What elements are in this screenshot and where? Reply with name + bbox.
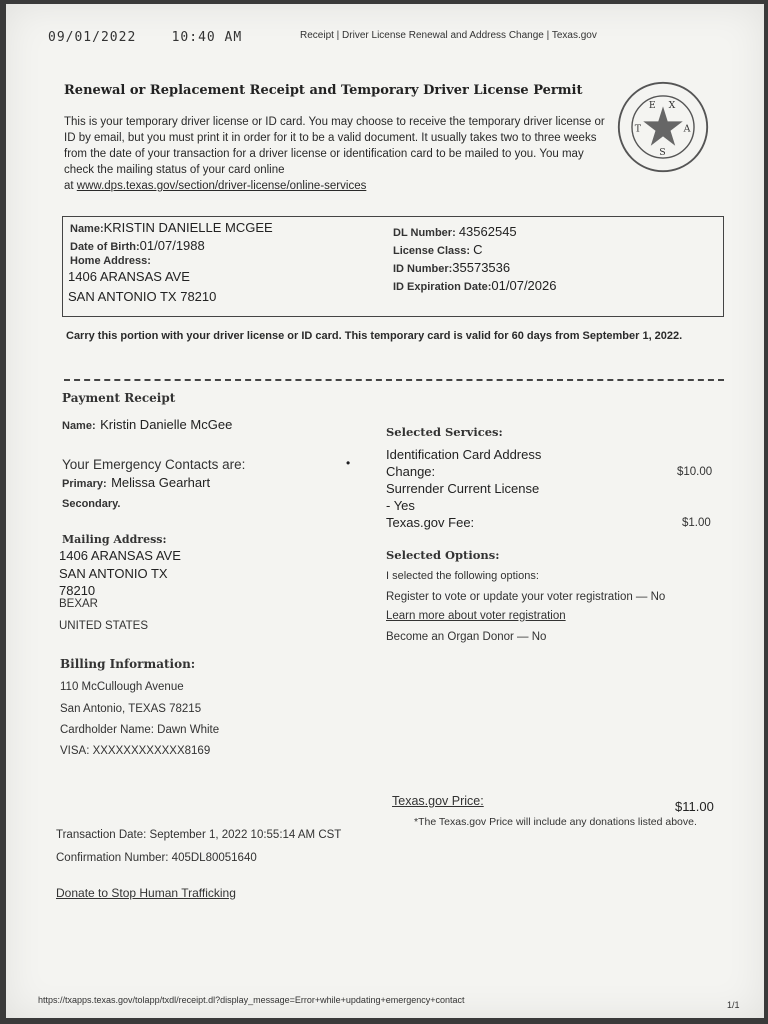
confirmation-number: Confirmation Number: 405DL80051640 [56,852,257,864]
bullet-dot: • [346,456,351,470]
intro-text: This is your temporary driver license or ID card. You may choose to receive the temporary driver license or ID by email, but you must print it in order for it to be a valid document. It usually takes two to three weeks from the date of your transaction for a driver license or identification card to be mailed to you. You may check the mailing status of your card online [64,116,605,176]
payment-name: Kristin Danielle McGee [100,417,233,432]
id-expiration-row: ID Expiration Date:01/07/2026 [393,278,557,293]
selected-services-heading: Selected Services: [386,425,503,439]
voter-option: Register to vote or update your voter registration — No [386,591,666,603]
id-expiration: 01/07/2026 [491,278,557,293]
price-label: Texas.gov Price: [392,794,484,808]
page-number: 1/1 [727,1000,740,1010]
billing-city: San Antonio, TEXAS 78215 [60,703,202,715]
temporary-permit-box [62,216,724,317]
print-datetime: 09/01/2022 10:40 AM [48,30,243,45]
emergency-contacts-label: Your Emergency Contacts are: [62,457,246,472]
dl-number-row: DL Number: 43562545 [393,224,517,239]
billing-street: 110 McCullough Avenue [60,681,184,693]
id-number-row: ID Number:35573536 [393,260,511,275]
service-3-label: Texas.gov Fee: [386,515,475,530]
print-page-title: Receipt | Driver License Renewal and Address Change | Texas.gov [300,30,597,41]
dl-number: 43562545 [458,224,517,239]
mailing-country: UNITED STATES [59,620,149,632]
footer-url: https://txapps.texas.gov/tolapp/txdl/receipt.dl?display_message=Error+while+updating+emergency+contact [38,995,465,1005]
mailing-line2: SAN ANTONIO TX [59,566,168,581]
mailing-address-heading: Mailing Address: [62,533,167,546]
permit-name: KRISTIN DANIELLE MCGEE [103,220,273,235]
receipt-page [6,4,764,1018]
mailing-line1: 1406 ARANSAS AVE [59,548,181,563]
organ-donor-option: Become an Organ Donor — No [386,631,547,643]
service-list [386,446,541,531]
home-address-line1: 1406 ARANSAS AVE [68,269,190,284]
license-class: C [473,242,483,257]
svg-text:A: A [683,123,691,135]
service-1-line1: Identification Card Address [386,447,542,462]
donate-link[interactable]: Donate to Stop Human Trafficking [56,886,236,900]
online-services-link[interactable]: www.dps.texas.gov/section/driver-license/online-services [76,180,367,192]
intro-paragraph [64,114,609,194]
transaction-date: Transaction Date: September 1, 2022 10:55:14 AM CST [56,829,342,841]
svg-text:E: E [648,100,656,112]
mailing-line3: 78210 [59,583,96,598]
price-note: *The Texas.gov Price will include any donations listed above. [414,816,697,828]
dps-seal-icon [616,80,710,174]
primary-contact: Melissa Gearhart [111,475,211,490]
secondary-contact-label: Secondary. [62,498,121,510]
id-number: 35573536 [452,260,511,275]
carry-notice: Carry this portion with your driver license or ID card. This temporary card is valid for 60 days from September 1, 2022. [66,330,683,342]
svg-text:X: X [668,100,676,112]
cardholder-name: Cardholder Name: Dawn White [60,724,220,736]
billing-heading: Billing Information: [60,657,196,671]
service-3-price: $1.00 [682,517,711,529]
svg-text:S: S [659,147,666,159]
document-title: Renewal or Replacement Receipt and Temporary Driver License Permit [64,83,583,98]
home-address-line2: SAN ANTONIO TX 78210 [68,289,217,304]
total-price: $11.00 [675,799,714,814]
home-address-label: Home Address: [70,255,151,267]
service-1-price: $10.00 [677,466,713,478]
permit-dob-row: Date of Birth:01/07/1988 [70,238,205,253]
options-intro: I selected the following options: [386,570,539,582]
service-2-line1: Surrender Current License [386,481,540,496]
service-2-line2: - Yes [386,498,415,513]
permit-name-row: Name:KRISTIN DANIELLE MCGEE [70,220,273,235]
primary-contact-row: Primary: Melissa Gearhart [62,475,211,490]
svg-text:T: T [634,123,642,135]
intro-link-prefix: at [64,180,74,192]
payment-receipt-heading: Payment Receipt [62,391,176,405]
mailing-county: BEXAR [59,598,98,610]
payment-name-row: Name: Kristin Danielle McGee [62,417,233,432]
voter-registration-link[interactable]: Learn more about voter registration [386,610,566,622]
permit-dob: 01/07/1988 [139,238,205,253]
card-number: VISA: XXXXXXXXXXXX8169 [60,745,211,757]
license-class-row: License Class: C [393,242,483,257]
selected-options-heading: Selected Options: [386,548,500,562]
cut-line [64,379,724,381]
service-1-line2: Change: [386,464,436,479]
